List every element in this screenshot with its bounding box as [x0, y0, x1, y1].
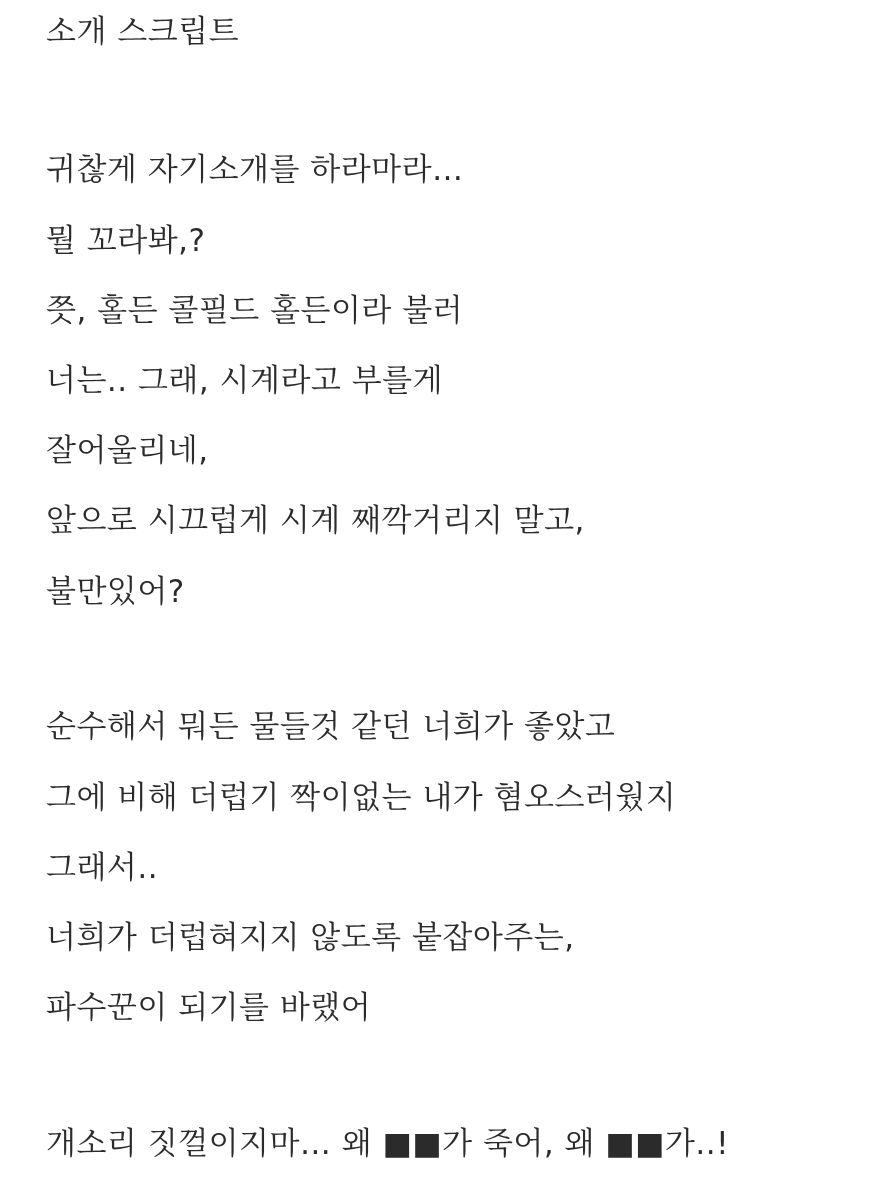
text-line: 파수꾼이 되기를 바랬어: [46, 990, 372, 1026]
text-line: 잘어울리네,: [46, 433, 209, 469]
text-line: 귀찮게 자기소개를 하라마라…: [46, 152, 464, 188]
text-line: 개소리 짓껄이지마… 왜 ■■가 죽어, 왜 ■■가..!: [46, 1126, 730, 1162]
text-line: 너희가 더럽혀지지 않도록 붙잡아주는,: [46, 920, 575, 956]
text-line: 그에 비해 더럽기 짝이없는 내가 혐오스러웠지: [46, 780, 677, 816]
text-line: 불만있어?: [46, 574, 185, 610]
text-line: 쯧, 홀든 콜필드 홀든이라 불러: [46, 293, 464, 329]
text-line: 순수해서 뭐든 물들것 같던 너희가 좋았고: [46, 709, 616, 745]
document-title: 소개 스크립트: [46, 14, 240, 50]
text-line: 그래서..: [46, 850, 159, 886]
text-line: 뭘 꼬라봐,?: [46, 223, 206, 259]
text-line: 너는.. 그래, 시계라고 부를게: [46, 363, 444, 399]
text-line: 앞으로 시끄럽게 시계 째깍거리지 말고,: [46, 503, 585, 539]
